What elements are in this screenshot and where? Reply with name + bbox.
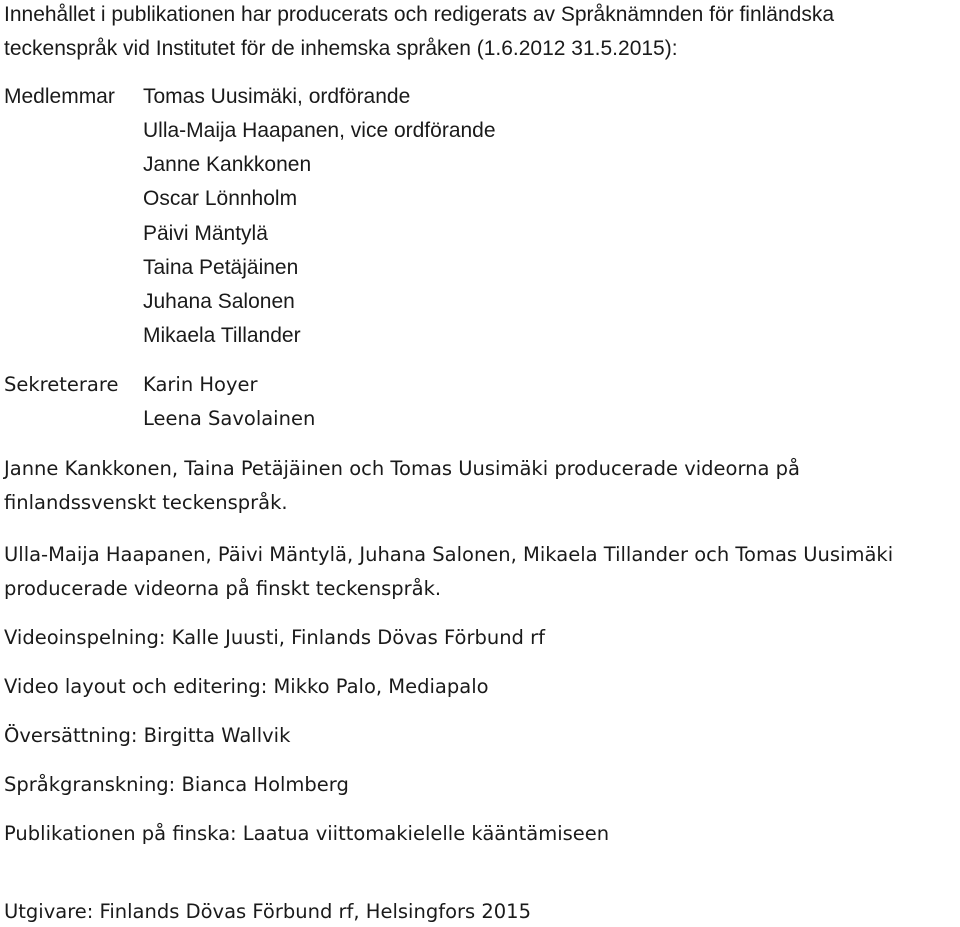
- credit-recording: Videoinspelning: Kalle Juusti, Finlands Dövas Förbund rf: [4, 626, 546, 649]
- secretary-name: Karin Hoyer: [143, 373, 258, 396]
- intro-line-2: teckenspråk vid Institutet för de inhemska språken (1.6.2012 31.5.2015):: [4, 37, 678, 60]
- fin-paragraph-line-2: producerade videorna på finskt teckenspråk.: [4, 577, 442, 600]
- member-name: Ulla-Maija Haapanen, vice ordförande: [143, 119, 496, 142]
- fsl-paragraph-line-2: finlandssvenskt teckenspråk.: [4, 491, 288, 514]
- credit-finnish-publication: Publikationen på finska: Laatua viittomakielelle kääntämiseen: [4, 822, 610, 845]
- credit-translation: Översättning: Birgitta Wallvik: [4, 724, 291, 747]
- member-name: Mikaela Tillander: [143, 324, 301, 347]
- members-label: Medlemmar: [4, 85, 115, 108]
- intro-line-1: Innehållet i publikationen har producerats och redigerats av Språknämnden för finländska: [4, 3, 835, 26]
- publisher-line: Utgivare: Finlands Dövas Förbund rf, Helsingfors 2015: [4, 900, 531, 923]
- member-name: Tomas Uusimäki, ordförande: [143, 85, 411, 108]
- member-name: Taina Petäjäinen: [143, 256, 299, 279]
- member-name: Janne Kankkonen: [143, 153, 312, 176]
- secretary-name: Leena Savolainen: [143, 407, 316, 430]
- credit-layout: Video layout och editering: Mikko Palo, Mediapalo: [4, 675, 489, 698]
- fsl-paragraph-line-1: Janne Kankkonen, Taina Petäjäinen och Tomas Uusimäki producerade videorna på: [4, 457, 800, 480]
- credit-language-review: Språkgranskning: Bianca Holmberg: [4, 773, 349, 796]
- member-name: Päivi Mäntylä: [143, 222, 268, 245]
- secretaries-label: Sekreterare: [4, 373, 119, 396]
- member-name: Juhana Salonen: [143, 290, 295, 313]
- fin-paragraph-line-1: Ulla-Maija Haapanen, Päivi Mäntylä, Juhana Salonen, Mikaela Tillander och Tomas Uusimäki: [4, 543, 894, 566]
- member-name: Oscar Lönnholm: [143, 187, 298, 210]
